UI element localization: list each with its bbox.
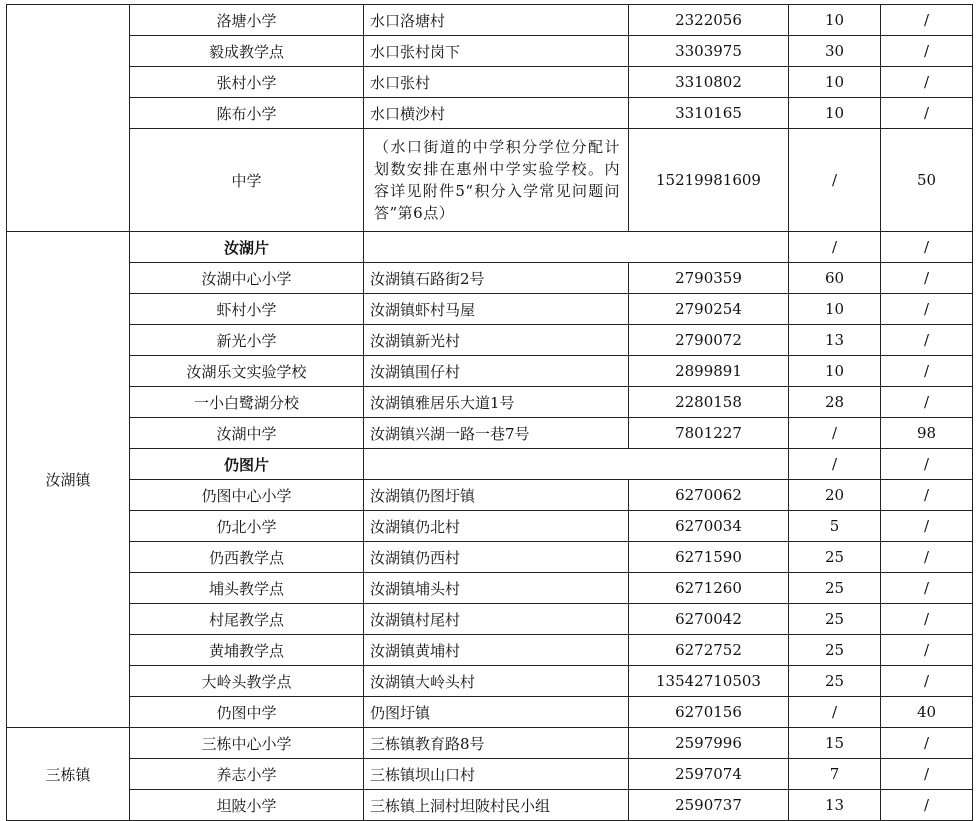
phone-cell: 3310165 [629, 98, 789, 129]
school-name-cell: 仍西教学点 [130, 542, 364, 573]
middle-quota-cell: / [881, 325, 973, 356]
middle-quota-cell: / [881, 67, 973, 98]
primary-quota-cell: 25 [789, 542, 881, 573]
table-row [7, 356, 973, 387]
phone-cell: 2322056 [629, 5, 789, 36]
address-cell: 汝湖镇围仔村 [364, 356, 629, 387]
table-row [7, 573, 973, 604]
note-cell: （水口街道的中学积分学位分配计划数安排在惠州中学实验学校。内容详见附件5“积分入学常见问题问答”第6点） [364, 129, 629, 232]
phone-cell: 2899891 [629, 356, 789, 387]
phone-cell: 6270156 [629, 697, 789, 728]
town-cell [7, 5, 130, 232]
primary-quota-cell: 25 [789, 604, 881, 635]
address-cell: 汝湖镇兴湖一路一巷7号 [364, 418, 629, 449]
primary-quota-cell: 25 [789, 666, 881, 697]
address-cell: 水口张村 [364, 67, 629, 98]
middle-quota-cell: / [881, 728, 973, 759]
school-name-cell: 中学 [130, 129, 364, 232]
address-cell: 汝湖镇仍图圩镇 [364, 480, 629, 511]
address-cell: 汝湖镇仍北村 [364, 511, 629, 542]
address-cell: 汝湖镇仍西村 [364, 542, 629, 573]
phone-cell: 2790359 [629, 263, 789, 294]
phone-cell: 3303975 [629, 36, 789, 67]
primary-quota-cell: 10 [789, 5, 881, 36]
town-cell: 三栋镇 [7, 728, 130, 821]
school-name-cell: 仍图中学 [130, 697, 364, 728]
phone-cell: 3310802 [629, 67, 789, 98]
primary-quota-cell: / [789, 697, 881, 728]
address-cell: 水口横沙村 [364, 98, 629, 129]
school-name-cell: 汝湖中心小学 [130, 263, 364, 294]
middle-quota-cell: / [881, 790, 973, 821]
school-quota-table [6, 4, 973, 821]
table-row [7, 449, 973, 480]
table-row [7, 480, 973, 511]
school-name-cell: 一小白鹭湖分校 [130, 387, 364, 418]
middle-quota-cell: 40 [881, 697, 973, 728]
address-cell: 汝湖镇虾村马屋 [364, 294, 629, 325]
section-title-cell: 汝湖片 [130, 232, 364, 263]
primary-quota-cell: / [789, 232, 881, 263]
primary-quota-cell: 13 [789, 790, 881, 821]
table-row [7, 263, 973, 294]
section-title-cell: 仍图片 [130, 449, 364, 480]
table-row [7, 294, 973, 325]
address-cell: 汝湖镇雅居乐大道1号 [364, 387, 629, 418]
table-row [7, 98, 973, 129]
primary-quota-cell: 25 [789, 573, 881, 604]
phone-cell: 6271590 [629, 542, 789, 573]
school-name-cell: 陈布小学 [130, 98, 364, 129]
phone-cell: 15219981609 [629, 129, 789, 232]
middle-quota-cell: / [881, 573, 973, 604]
middle-quota-cell: / [881, 263, 973, 294]
middle-quota-cell: 98 [881, 418, 973, 449]
phone-cell: 2280158 [629, 387, 789, 418]
middle-quota-cell: / [881, 387, 973, 418]
table-body [7, 5, 973, 821]
middle-quota-cell: / [881, 294, 973, 325]
school-name-cell: 新光小学 [130, 325, 364, 356]
middle-quota-cell: / [881, 480, 973, 511]
table-row [7, 325, 973, 356]
primary-quota-cell: / [789, 129, 881, 232]
address-cell: 汝湖镇村尾村 [364, 604, 629, 635]
school-name-cell: 张村小学 [130, 67, 364, 98]
table-row [7, 666, 973, 697]
primary-quota-cell: 25 [789, 635, 881, 666]
address-cell: 水口张村岗下 [364, 36, 629, 67]
table-row [7, 790, 973, 821]
address-cell: 仍图圩镇 [364, 697, 629, 728]
middle-quota-cell: / [881, 232, 973, 263]
phone-cell: 6270062 [629, 480, 789, 511]
table-row [7, 697, 973, 728]
primary-quota-cell: 60 [789, 263, 881, 294]
primary-quota-cell: 10 [789, 294, 881, 325]
phone-cell: 2790072 [629, 325, 789, 356]
primary-quota-cell: 30 [789, 36, 881, 67]
middle-quota-cell: 50 [881, 129, 973, 232]
phone-cell: 13542710503 [629, 666, 789, 697]
school-name-cell: 汝湖中学 [130, 418, 364, 449]
primary-quota-cell: / [789, 449, 881, 480]
school-name-cell: 埔头教学点 [130, 573, 364, 604]
address-cell: 汝湖镇大岭头村 [364, 666, 629, 697]
primary-quota-cell: 15 [789, 728, 881, 759]
middle-quota-cell: / [881, 98, 973, 129]
address-cell: 三栋镇坝山口村 [364, 759, 629, 790]
table-row [7, 635, 973, 666]
school-name-cell: 坦陂小学 [130, 790, 364, 821]
address-cell: 三栋镇上洞村坦陂村民小组 [364, 790, 629, 821]
school-name-cell: 虾村小学 [130, 294, 364, 325]
school-name-cell: 三栋中心小学 [130, 728, 364, 759]
empty-cell [364, 232, 789, 263]
middle-quota-cell: / [881, 635, 973, 666]
table-row [7, 129, 973, 232]
primary-quota-cell: 10 [789, 98, 881, 129]
phone-cell: 6270034 [629, 511, 789, 542]
empty-cell [364, 449, 789, 480]
middle-quota-cell: / [881, 5, 973, 36]
address-cell: 汝湖镇黄埔村 [364, 635, 629, 666]
table-row [7, 759, 973, 790]
primary-quota-cell: 13 [789, 325, 881, 356]
table-row [7, 511, 973, 542]
table-row [7, 604, 973, 635]
address-cell: 水口洛塘村 [364, 5, 629, 36]
town-cell: 汝湖镇 [7, 232, 130, 728]
school-name-cell: 汝湖乐文实验学校 [130, 356, 364, 387]
school-name-cell: 毅成教学点 [130, 36, 364, 67]
middle-quota-cell: / [881, 511, 973, 542]
school-name-cell: 村尾教学点 [130, 604, 364, 635]
school-name-cell: 大岭头教学点 [130, 666, 364, 697]
middle-quota-cell: / [881, 356, 973, 387]
phone-cell: 6272752 [629, 635, 789, 666]
address-cell: 汝湖镇石路街2号 [364, 263, 629, 294]
middle-quota-cell: / [881, 666, 973, 697]
phone-cell: 7801227 [629, 418, 789, 449]
middle-quota-cell: / [881, 542, 973, 573]
phone-cell: 2790254 [629, 294, 789, 325]
address-cell: 汝湖镇埔头村 [364, 573, 629, 604]
table-row [7, 36, 973, 67]
middle-quota-cell: / [881, 759, 973, 790]
table-row [7, 67, 973, 98]
phone-cell: 2590737 [629, 790, 789, 821]
middle-quota-cell: / [881, 449, 973, 480]
middle-quota-cell: / [881, 604, 973, 635]
school-name-cell: 养志小学 [130, 759, 364, 790]
table-row [7, 387, 973, 418]
school-name-cell: 黄埔教学点 [130, 635, 364, 666]
table-row [7, 232, 973, 263]
primary-quota-cell: 10 [789, 67, 881, 98]
address-cell: 三栋镇教育路8号 [364, 728, 629, 759]
middle-quota-cell: / [881, 36, 973, 67]
phone-cell: 6271260 [629, 573, 789, 604]
address-cell: 汝湖镇新光村 [364, 325, 629, 356]
primary-quota-cell: / [789, 418, 881, 449]
phone-cell: 2597074 [629, 759, 789, 790]
table-row [7, 5, 973, 36]
school-name-cell: 仍图中心小学 [130, 480, 364, 511]
table-row [7, 418, 973, 449]
primary-quota-cell: 20 [789, 480, 881, 511]
phone-cell: 6270042 [629, 604, 789, 635]
primary-quota-cell: 7 [789, 759, 881, 790]
primary-quota-cell: 5 [789, 511, 881, 542]
primary-quota-cell: 28 [789, 387, 881, 418]
table-row [7, 542, 973, 573]
school-name-cell: 仍北小学 [130, 511, 364, 542]
table-row [7, 728, 973, 759]
phone-cell: 2597996 [629, 728, 789, 759]
primary-quota-cell: 10 [789, 356, 881, 387]
school-name-cell: 洛塘小学 [130, 5, 364, 36]
